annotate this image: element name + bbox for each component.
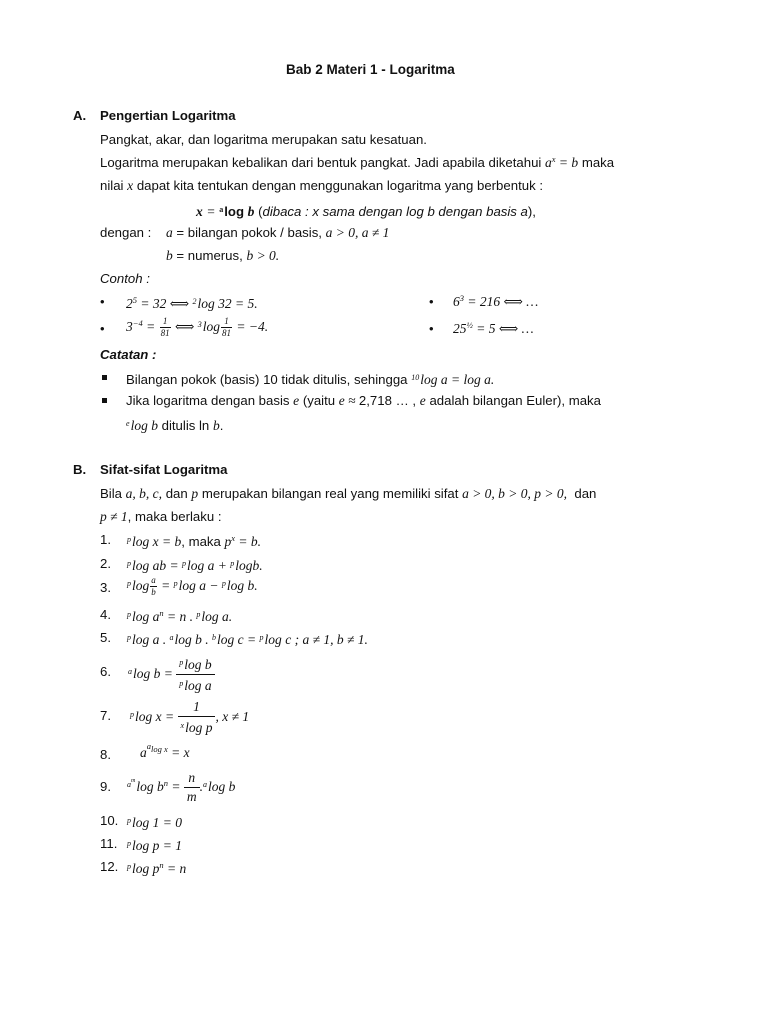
section-a-paragraph-1: Pangkat, akar, dan logaritma merupakan satu kesatuan.	[100, 132, 427, 147]
bullet-icon: •	[429, 294, 434, 309]
section-b-heading: Sifat-sifat Logaritma	[100, 462, 228, 477]
section-b-paragraph-1: Bila a, b, c, dan p merupakan bilangan real yang memiliki sifat a > 0, b > 0, p > 0, dan	[100, 486, 597, 501]
numerus-description: b = numerus, b > 0.	[166, 248, 280, 263]
bullet-icon: •	[100, 294, 105, 309]
property-number: 9.	[100, 779, 111, 794]
example-4: $25^{\frac{1}{2}} = 5$ ⟺ …	[453, 320, 534, 336]
property-10: $^p$log 1 = 0	[127, 815, 182, 830]
log-definition: x = $^a$log b (dibaca : x sama dengan log b dengan basis a),	[196, 204, 536, 219]
property-8: $a^{^alog x} = x$	[140, 741, 190, 760]
property-5: $^p$log a . $^a$log b . $^b$log c = $^p$log c ; a ≠ 1, b ≠ 1.	[127, 632, 368, 647]
dengan-label: dengan :	[100, 225, 152, 240]
contoh-label: Contoh :	[100, 271, 150, 286]
property-number: 12.	[100, 859, 119, 874]
bullet-icon: •	[429, 321, 434, 336]
base-description: a = bilangan pokok / basis, a > 0, a ≠ 1	[166, 225, 390, 240]
property-number: 1.	[100, 532, 111, 547]
square-bullet-icon	[102, 375, 107, 380]
note-1: Bilangan pokok (basis) 10 tidak ditulis, sehingga $^{10}$log a = log a.	[126, 372, 495, 387]
section-b-paragraph-2: p ≠ 1, maka berlaku :	[100, 509, 222, 524]
property-number: 4.	[100, 607, 111, 622]
property-3: $^p$log $\frac{a}{b}$ = $^p$log a − $^p$log b.	[127, 575, 258, 598]
square-bullet-icon	[102, 398, 107, 403]
property-6: $^a$log b = $\frac{^p\log b}{^p\log a}$	[128, 654, 215, 695]
property-number: 10.	[100, 813, 119, 828]
example-3: $6^3 = 216$ ⟺ …	[453, 293, 539, 309]
property-number: 7.	[100, 708, 111, 723]
property-number: 8.	[100, 747, 111, 762]
property-number: 3.	[100, 580, 111, 595]
property-11: $^p$log p = 1	[127, 838, 183, 853]
property-number: 6.	[100, 664, 111, 679]
property-1: $^p$log x = b, maka $p^x = b$.	[127, 533, 262, 549]
note-2-line-2: $^e$log b ditulis ln b.	[126, 418, 224, 433]
note-2-line-1: Jika logaritma dengan basis e (yaitu e ≈ 2,718 … , e adalah bilangan Euler), maka	[126, 393, 601, 408]
property-9: $^{a^m}$log $b^n$ = $\frac{n}{m}$ .$^a$log b	[127, 770, 236, 804]
section-a-heading: Pengertian Logaritma	[100, 108, 236, 123]
bullet-icon: •	[100, 321, 105, 336]
example-1: $2^5 = 32$ ⟺ $^2$log 32 = 5.	[126, 295, 258, 311]
catatan-label: Catatan :	[100, 347, 157, 362]
section-a-paragraph-2: Logaritma merupakan kebalikan dari bentuk pangkat. Jadi apabila diketahui $a^x = b$ maka	[100, 154, 615, 170]
property-number: 11.	[100, 836, 118, 851]
example-2: $3^{-4}$ = $\frac{1}{81}$ ⟺ $^3$log $\frac{1}{81}$ = −4.	[126, 316, 269, 339]
section-b-letter: B.	[73, 462, 87, 477]
property-number: 2.	[100, 556, 111, 571]
page-title: Bab 2 Materi 1 - Logaritma	[286, 62, 455, 77]
section-a-letter: A.	[73, 108, 87, 123]
property-number: 5.	[100, 630, 111, 645]
section-a-paragraph-3: nilai x dapat kita tentukan dengan menggunakan logaritma yang berbentuk :	[100, 178, 543, 193]
property-4: $^p$log $a^n = n$ . $^p$log a.	[127, 608, 233, 624]
property-2: $^p$log ab = $^p$log a + $^p$logb.	[127, 558, 263, 573]
property-12: $^p$log $p^n = n$	[127, 860, 187, 876]
property-7: $^p$log x = $\frac{1}{^x\log p}$ , x ≠ 1	[130, 699, 250, 735]
